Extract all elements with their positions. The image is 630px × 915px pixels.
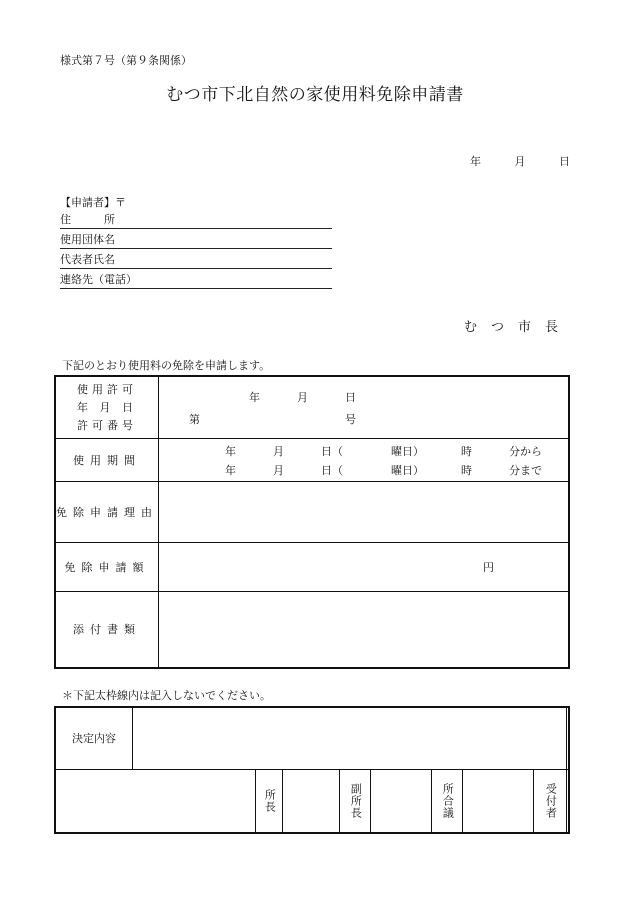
period-end-day: 日（ [321, 464, 343, 477]
attachments-label: 添付書類 [55, 592, 159, 668]
permit-label-cell [55, 376, 159, 439]
approval-blank-cell [55, 769, 256, 833]
applicant-heading: 【申請者】〒 [60, 196, 126, 209]
period-end-minute: 分まで [509, 464, 542, 477]
permit-row [55, 376, 569, 439]
decision-value-cell [133, 707, 567, 769]
vice-director-label-cell [340, 769, 371, 833]
application-date [440, 153, 570, 169]
consultation-label: 所合議 [441, 782, 455, 819]
period-end-month: 月 [273, 464, 284, 477]
attachments-row [55, 592, 569, 668]
addressee-mayor: むつ市長 [463, 320, 572, 335]
office-use-table [54, 706, 570, 834]
director-stamp-cell [283, 769, 340, 833]
decision-row [55, 707, 569, 769]
director-label-cell [256, 769, 283, 833]
office-use-note: ＊下記太枠線内は記入しないでください。 [62, 689, 271, 702]
date-year-label: 年 [470, 155, 481, 168]
group-name-label: 使用団体名 [60, 233, 115, 246]
group-name-field[interactable] [60, 232, 332, 249]
permit-number-suffix: 号 [345, 413, 356, 426]
permit-value-cell[interactable] [159, 376, 570, 439]
consultation-stamp-cell [463, 769, 534, 833]
reason-value-cell[interactable] [159, 482, 570, 543]
receiver-stamp-cell [567, 769, 569, 833]
period-end-weekday: 曜日） [391, 464, 424, 477]
amount-value-cell[interactable] [159, 543, 570, 592]
amount-unit: 円 [483, 561, 494, 574]
period-start-minute: 分から [509, 445, 542, 458]
attachments-value-cell[interactable] [159, 592, 570, 668]
approval-row [55, 769, 569, 833]
reason-label: 免除申請理由 [55, 482, 159, 543]
application-table [54, 375, 570, 669]
period-value-cell[interactable] [159, 439, 570, 482]
period-start-weekday: 曜日） [391, 445, 424, 458]
address-field[interactable] [60, 212, 332, 229]
receiver-label-cell [534, 769, 567, 833]
consultation-label-cell [432, 769, 463, 833]
representative-label: 代表者氏名 [60, 253, 115, 266]
period-start-hour: 時 [461, 445, 472, 458]
director-label: 所長 [263, 788, 277, 813]
amount-label: 免除申請額 [55, 543, 159, 592]
vice-director-label: 副所長 [349, 782, 363, 819]
permit-label-line3: 許可番号 [77, 418, 137, 432]
permit-year: 年 [249, 391, 260, 404]
contact-label: 連絡先（電話） [60, 273, 137, 286]
form-number-label: 様式第７号（第９条関係） [60, 54, 192, 67]
permit-number-prefix: 第 [189, 413, 200, 426]
address-label: 住 所 [60, 213, 115, 226]
representative-field[interactable] [60, 252, 332, 269]
decision-label: 決定内容 [55, 707, 133, 769]
period-end-hour: 時 [461, 464, 472, 477]
period-start-day: 日（ [321, 445, 343, 458]
permit-label-line1: 使用許可 [77, 382, 137, 396]
period-row [55, 439, 569, 482]
reason-row [55, 482, 569, 543]
date-day-label: 日 [559, 155, 570, 168]
intro-text: 下記のとおり使用料の免除を申請します。 [62, 359, 271, 372]
page-title: むつ市下北自然の家使用料免除申請書 [166, 85, 464, 105]
date-month-label: 月 [514, 155, 526, 168]
period-start-month: 月 [273, 445, 284, 458]
receiver-label: 受付者 [544, 782, 558, 819]
permit-month: 月 [297, 391, 308, 404]
period-label: 使用期間 [55, 439, 159, 482]
period-start-year: 年 [225, 445, 236, 458]
permit-day: 日 [345, 391, 356, 404]
vice-director-stamp-cell [371, 769, 432, 833]
contact-field[interactable] [60, 272, 332, 289]
amount-row [55, 543, 569, 592]
permit-label-line2: 年 月 日 [77, 400, 137, 414]
period-end-year: 年 [225, 464, 236, 477]
